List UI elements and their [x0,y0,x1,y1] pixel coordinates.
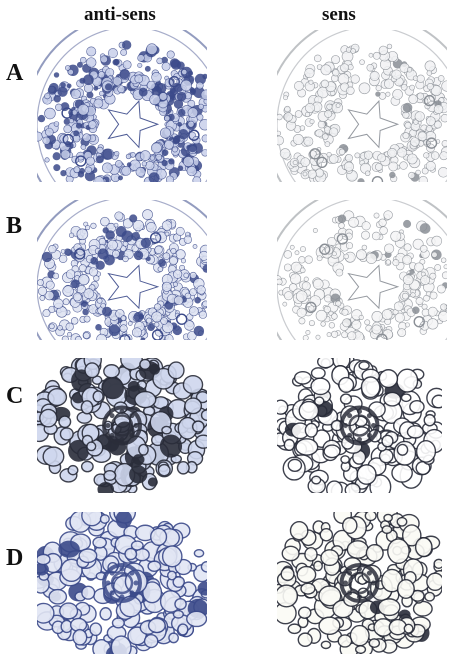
micrograph-b-antisense [37,200,207,340]
micrograph-d-sense [277,512,442,654]
micrograph-svg [277,200,447,340]
micrograph-a-antisense [37,30,207,182]
column-header-antisense: anti-sens [84,4,156,25]
micrograph-svg [277,358,442,493]
micrograph-c-antisense [37,358,207,493]
row-label-d: D [6,545,24,571]
micrograph-svg [37,512,207,654]
micrograph-svg [37,200,207,340]
micrograph-a-sense [277,30,447,182]
micrograph-d-antisense [37,512,207,654]
row-label-c: C [6,383,24,409]
row-label-a: A [6,60,24,86]
column-header-sense: sens [322,4,356,25]
micrograph-svg [37,358,207,493]
row-label-b: B [6,213,23,239]
micrograph-svg [277,512,442,654]
micrograph-svg [37,30,207,182]
micrograph-b-sense [277,200,447,340]
micrograph-c-sense [277,358,442,493]
micrograph-svg [277,30,447,182]
